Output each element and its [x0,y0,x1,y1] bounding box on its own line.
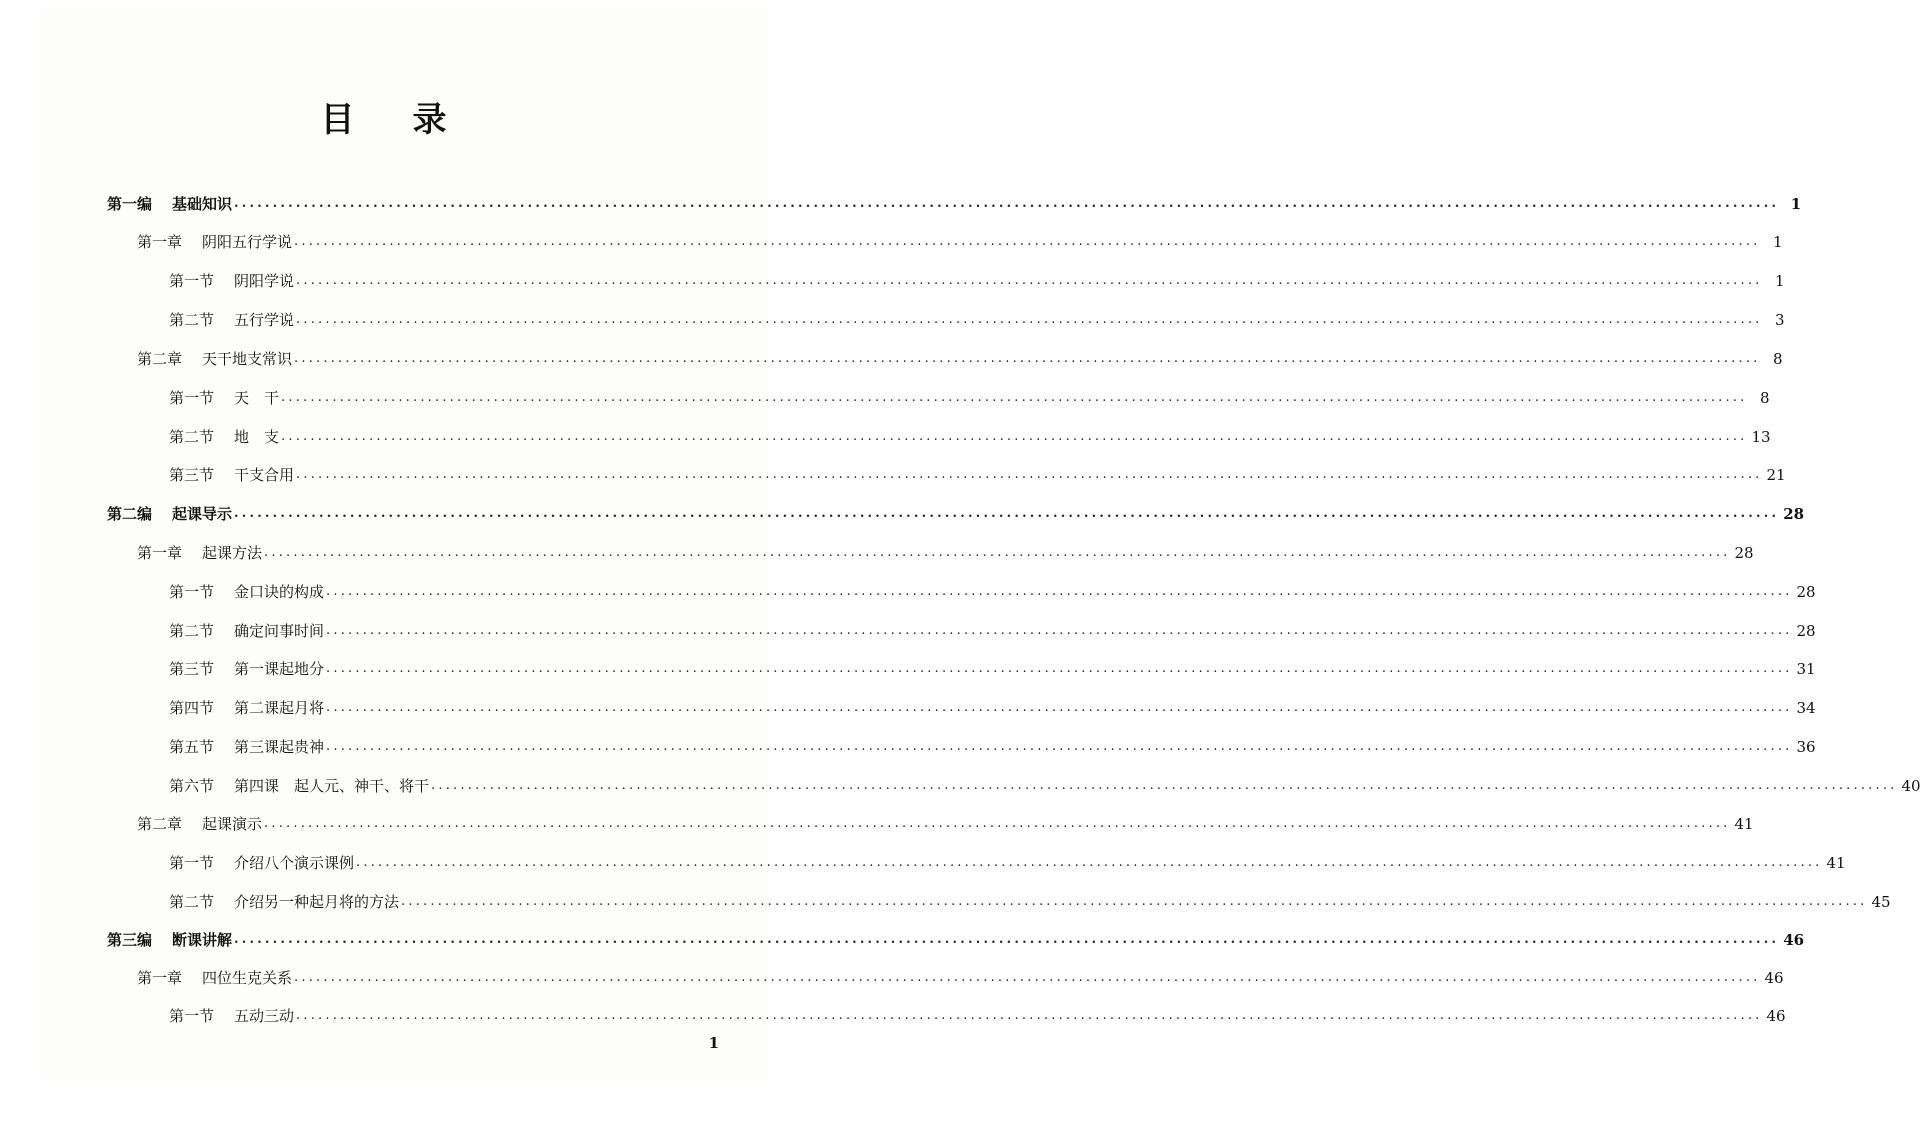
toc-entry-number: 第一节 [169,583,215,601]
dot-leader: ........................................................................................................................................................................................................ [296,467,1763,482]
toc-entry-title: 阴阳五行学说 [202,233,293,251]
dot-leader: ........................................................................................................................................................................................................ [296,1008,1763,1023]
toc-entry-page: 28 [1783,505,1805,523]
toc-entry-number: 第五节 [169,738,215,756]
toc-entry-number: 第六节 [169,777,215,795]
toc-entry-title: 基础知识 [172,195,233,213]
toc-entry-page: 28 [1796,622,1816,640]
toc-entry [169,659,1816,679]
toc-entry-page: 8 [1772,350,1783,368]
toc-entry-title: 起课方法 [202,544,263,562]
toc-entry-number: 第一节 [169,389,215,407]
toc-entry-number: 第一节 [169,854,215,872]
dot-leader: ........................................................................................................................................................................................................ [356,855,1823,870]
toc-entry-title: 起课演示 [202,815,263,833]
toc-entry-title: 金口诀的构成 [234,583,325,601]
toc-entry [107,504,1805,524]
toc-entry-page: 1 [1790,195,1802,213]
toc-entry [169,737,1816,757]
dot-leader: ........................................................................................................................................................................................................ [234,932,1780,947]
toc-entry [169,776,1921,796]
toc-entry-page: 45 [1871,893,1891,911]
toc-entry-number: 第三节 [169,660,215,678]
dot-leader: ........................................................................................................................................................................................................ [326,623,1793,638]
toc-entry-title: 天干地支常识 [202,350,293,368]
dot-leader: ........................................................................................................................................................................................................ [234,196,1780,211]
toc-entry-number: 第一章 [137,544,183,562]
toc-entry [169,582,1816,602]
toc-entry [169,621,1816,641]
dot-leader: ........................................................................................................................................................................................................ [294,970,1761,985]
toc-entry [107,194,1802,214]
toc-entry-number: 第一编 [107,195,153,213]
toc-entry [137,349,1783,369]
toc-entry-title: 地 支 [234,428,280,446]
toc-entry-page: 28 [1734,544,1754,562]
toc-entry [169,271,1785,291]
dot-leader: ........................................................................................................................................................................................................ [294,351,1761,366]
dot-leader: ........................................................................................................................................................................................................ [296,273,1763,288]
dot-leader: ........................................................................................................................................................................................................ [326,739,1793,754]
toc-entry-number: 第二章 [137,350,183,368]
title-char-1: 目 [320,100,357,140]
toc-entry-page: 31 [1796,660,1816,678]
toc-entry-page: 46 [1766,1007,1786,1025]
toc-entry-page: 41 [1734,815,1754,833]
toc-entry-number: 第二节 [169,893,215,911]
toc-entry-number: 第三编 [107,931,153,949]
toc-entry-title: 确定问事时间 [234,622,325,640]
dot-leader: ........................................................................................................................................................................................................ [431,778,1898,793]
toc-entry-number: 第一章 [137,233,183,251]
toc-entry-page: 34 [1796,699,1816,717]
dot-leader: ........................................................................................................................................................................................................ [264,816,1731,831]
dot-leader: ........................................................................................................................................................................................................ [326,584,1793,599]
dot-leader: ........................................................................................................................................................................................................ [326,700,1793,715]
toc-entry-number: 第二编 [107,505,153,523]
toc-entry [169,698,1816,718]
toc-entry-number: 第一节 [169,272,215,290]
toc-entry [169,465,1786,485]
dot-leader: ........................................................................................................................................................................................................ [264,545,1731,560]
toc-entry-number: 第二节 [169,622,215,640]
toc-entry-page: 28 [1796,583,1816,601]
toc-entry-page: 46 [1764,969,1784,987]
toc-entry-page: 3 [1774,311,1785,329]
toc-entry [137,232,1783,252]
toc-entry [169,388,1770,408]
dot-leader: ........................................................................................................................................................................................................ [234,506,1780,521]
toc-entry-title: 干支合用 [234,466,295,484]
dot-leader: ........................................................................................................................................................................................................ [281,429,1748,444]
toc-entry-page: 1 [1772,233,1783,251]
toc-entry-title: 介绍八个演示课例 [234,854,355,872]
toc-entry-page: 40 [1901,777,1921,795]
toc-entry-title: 第四课 起人元、神干、将干 [234,777,430,795]
dot-leader: ........................................................................................................................................................................................................ [296,312,1763,327]
toc-entry [169,892,1891,912]
toc-entry-page: 1 [1774,272,1785,290]
toc-entry-page: 41 [1826,854,1846,872]
toc-entry [169,310,1785,330]
toc-entry-title: 天 干 [234,389,280,407]
toc-entry-page: 13 [1751,428,1771,446]
toc-entry-title: 五行学说 [234,311,295,329]
dot-leader: ........................................................................................................................................................................................................ [294,234,1761,249]
toc-entry-number: 第三节 [169,466,215,484]
toc-entry-number: 第二节 [169,311,215,329]
toc-entry-page: 8 [1759,389,1770,407]
dot-leader: ........................................................................................................................................................................................................ [326,661,1793,676]
toc-entry [107,930,1805,950]
toc-entry [137,814,1754,834]
toc-entry-title: 起课导示 [172,505,233,523]
toc-entry-title: 五动三动 [234,1007,295,1025]
toc-entry-title: 第三课起贵神 [234,738,325,756]
toc-entry-title: 第一课起地分 [234,660,325,678]
toc-entry-title: 介绍另一种起月将的方法 [234,893,400,911]
toc-entry-page: 46 [1783,931,1805,949]
dot-leader: ........................................................................................................................................................................................................ [281,390,1748,405]
toc-entry-title: 断课讲解 [172,931,233,949]
toc-entry-number: 第四节 [169,699,215,717]
toc-entry [169,1006,1786,1026]
toc-entry-title: 阴阳学说 [234,272,295,290]
toc-entry-page: 21 [1766,466,1786,484]
toc-entry-title: 四位生克关系 [202,969,293,987]
toc-entry [169,853,1846,873]
footer-page-number: 1 [708,1034,719,1052]
toc-entry-number: 第一章 [137,969,183,987]
toc-entry-number: 第二章 [137,815,183,833]
toc-entry [137,968,1784,988]
toc-entry-number: 第一节 [169,1007,215,1025]
toc-entry-title: 第二课起月将 [234,699,325,717]
toc-entry-number: 第二节 [169,428,215,446]
toc-entry [169,427,1771,447]
dot-leader: ........................................................................................................................................................................................................ [401,894,1868,909]
toc-entry [137,543,1754,563]
toc-entry-page: 36 [1796,738,1816,756]
title-char-2: 录 [412,100,449,140]
